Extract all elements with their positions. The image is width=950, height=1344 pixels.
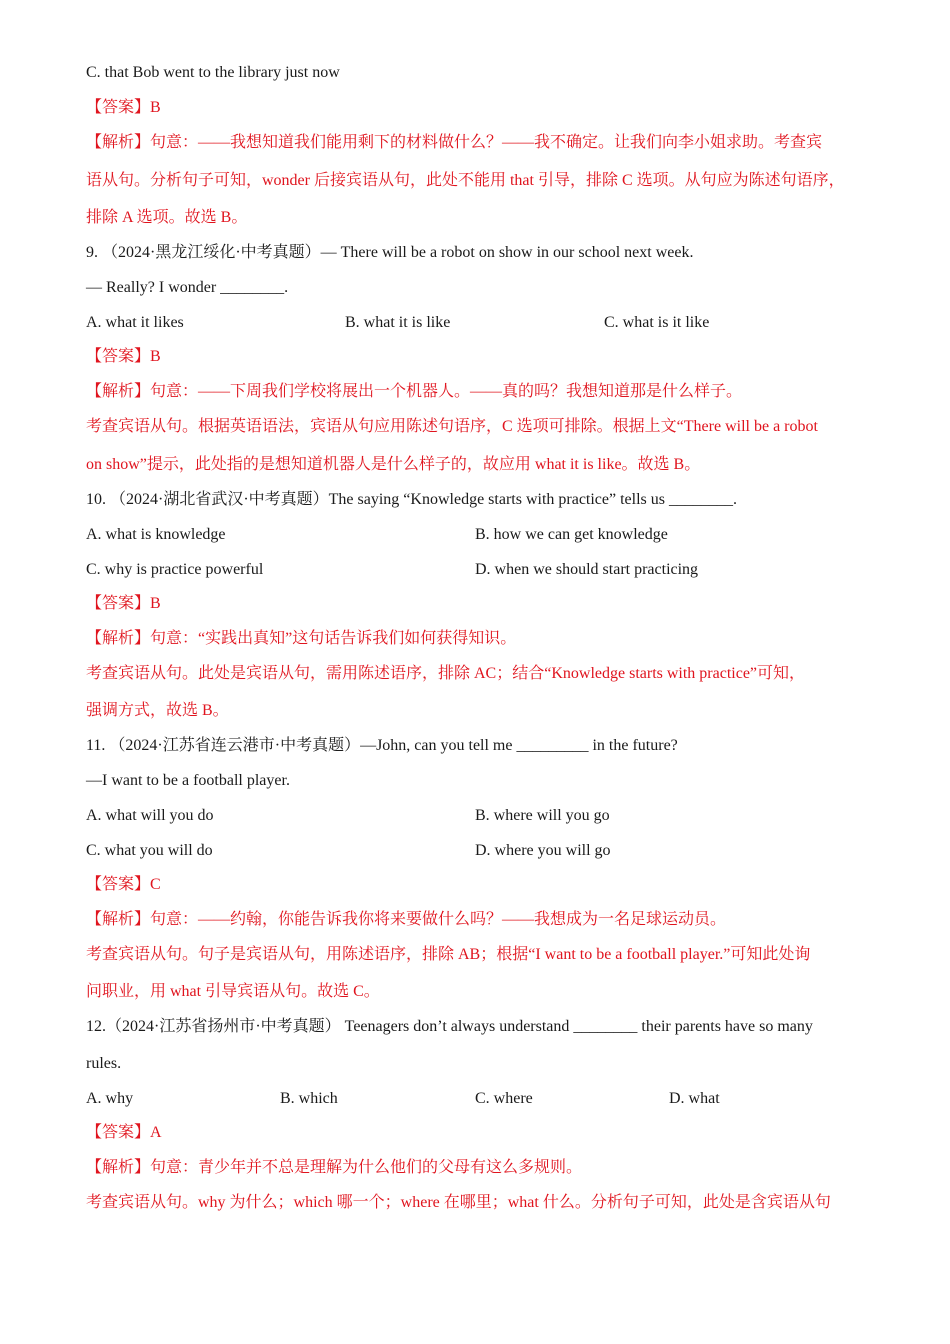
q10-analysis-line-3: 强调方式，故选 B。 <box>86 702 229 719</box>
q10-stem: 10. （2024·湖北省武汉·中考真题）The saying “Knowledge starts with practice” tells us ________. <box>86 491 738 508</box>
q11-option-d: D. where you will go <box>475 842 611 859</box>
q12-analysis-line-1: 【解析】句意：青少年并不总是理解为什么他们的父母有这么多规则。 <box>86 1159 583 1176</box>
q11-answer: 【答案】C <box>86 876 161 893</box>
q10-analysis-line-2: 考查宾语从句。此处是宾语从句，需用陈述语序，排除 AC；结合“Knowledge starts with practice”可知， <box>86 665 806 682</box>
q11-analysis-line-2: 考查宾语从句。句子是宾语从句，用陈述语序，排除 AB；根据“I want to be a football player.”可知此处询 <box>86 946 811 963</box>
q8-answer: 【答案】B <box>86 99 161 116</box>
q8-analysis-line-2: 语从句。分析句子可知，wonder 后接宾语从句，此处不能用 that 引导，排除 C 选项。从句应为陈述句语序， <box>86 172 845 189</box>
q12-analysis-line-2: 考查宾语从句。why 为什么；which 哪一个；where 在哪里；what 什么。分析句子可知，此处是含宾语从句 <box>86 1194 831 1211</box>
q9-option-c: C. what is it like <box>604 314 710 331</box>
q9-answer: 【答案】B <box>86 348 161 365</box>
q12-option-c: C. where <box>475 1090 533 1107</box>
q11-stem: 11. （2024·江苏省连云港市·中考真题）—John, can you tell me _________ in the future? <box>86 737 678 754</box>
q11-analysis-line-3: 问职业，用 what 引导宾语从句。故选 C。 <box>86 983 380 1000</box>
q10-option-a: A. what is knowledge <box>86 526 226 543</box>
q9-dialogue-line: — Really? I wonder ________. <box>86 279 289 296</box>
q8-analysis-line-1: 【解析】句意：——我想知道我们能用剩下的材料做什么？——我不确定。让我们向李小姐求助。考查宾 <box>86 134 823 151</box>
q11-dialogue-line: —I want to be a football player. <box>86 772 290 789</box>
q10-option-c: C. why is practice powerful <box>86 561 264 578</box>
q11-option-b: B. where will you go <box>475 807 610 824</box>
q11-analysis-line-1: 【解析】句意：——约翰，你能告诉我你将来要做什么吗？——我想成为一名足球运动员。 <box>86 911 727 928</box>
q10-answer: 【答案】B <box>86 595 161 612</box>
q9-analysis-line-2: 考查宾语从句。根据英语语法，宾语从句应用陈述句语序，C 选项可排除。根据上文“There will be a robot <box>86 418 818 435</box>
q10-analysis-line-1: 【解析】句意：“实践出真知”这句话告诉我们如何获得知识。 <box>86 630 517 647</box>
q8-analysis-line-3: 排除 A 选项。故选 B。 <box>86 209 248 226</box>
q9-analysis-line-1: 【解析】句意：——下周我们学校将展出一个机器人。——真的吗？我想知道那是什么样子。 <box>86 383 743 400</box>
q11-option-c: C. what you will do <box>86 842 213 859</box>
q8-option-c: C. that Bob went to the library just now <box>86 64 340 81</box>
q11-option-a: A. what will you do <box>86 807 214 824</box>
q9-analysis-line-3: on show”提示，此处指的是想知道机器人是什么样子的，故应用 what it is like。故选 B。 <box>86 456 701 473</box>
q9-option-b: B. what it is like <box>345 314 451 331</box>
q10-option-b: B. how we can get knowledge <box>475 526 668 543</box>
q12-option-a: A. why <box>86 1090 134 1107</box>
q9-option-a: A. what it likes <box>86 314 184 331</box>
q12-option-d: D. what <box>669 1090 720 1107</box>
q9-stem: 9. （2024·黑龙江绥化·中考真题）— There will be a robot on show in our school next week. <box>86 244 694 261</box>
q12-option-b: B. which <box>280 1090 338 1107</box>
q12-stem-continued: rules. <box>86 1055 122 1072</box>
q12-answer: 【答案】A <box>86 1124 162 1141</box>
q10-option-d: D. when we should start practicing <box>475 561 699 578</box>
q12-stem: 12.（2024·江苏省扬州市·中考真题） Teenagers don’t always understand ________ their parents have so many <box>86 1018 813 1035</box>
